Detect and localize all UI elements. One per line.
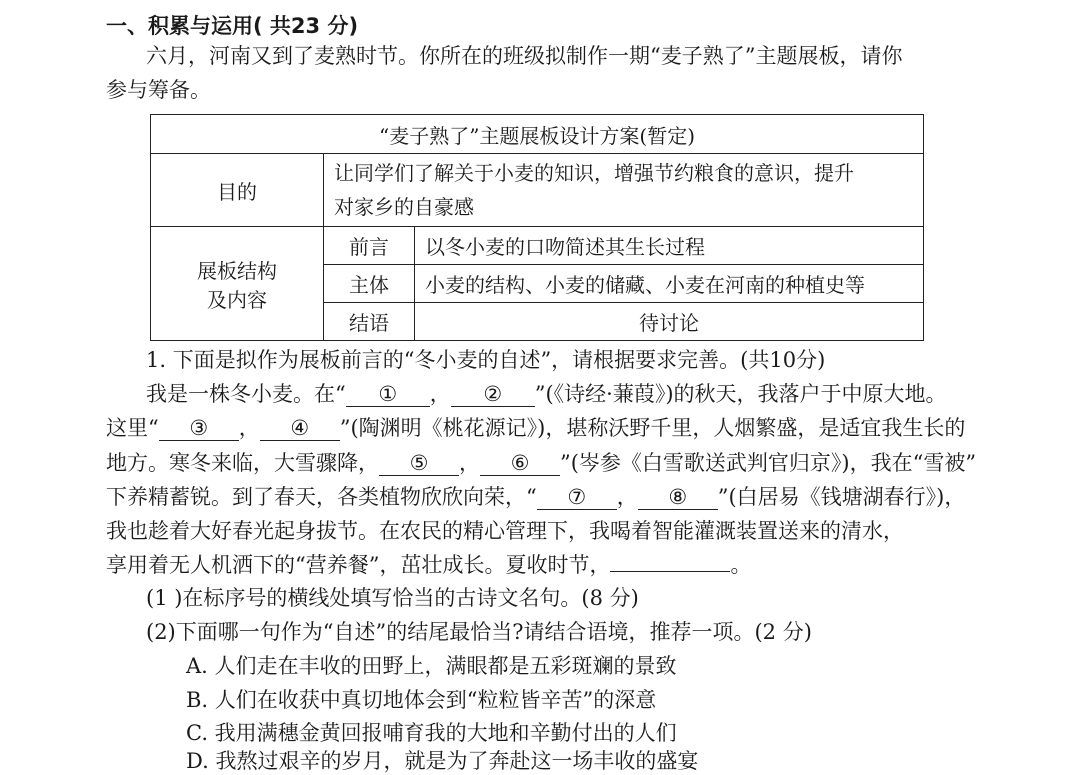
passage-text: ”(白居易《钱塘湖春行》)， xyxy=(717,485,966,509)
passage-text: 下养精蓄锐。到了春天，各类植物欣欣向荣，“ xyxy=(106,485,537,509)
option-d: D. 我熬过艰辛的岁月，就是为了奔赴这一场丰收的盛宴 xyxy=(186,749,699,773)
passage-line-1 xyxy=(146,380,947,408)
passage-text: 地方。寒冬来临，大雪骤降， xyxy=(106,451,379,475)
passage-text: ”(《诗经·蒹葭》)的秋天，我落户于中原大地。 xyxy=(534,382,947,406)
row-content-conclusion: 待讨论 xyxy=(415,303,924,341)
passage-text: ， xyxy=(238,416,260,440)
row-label-main: 主体 xyxy=(324,265,415,303)
blank-4 xyxy=(260,416,340,441)
blank-number: ⑥ xyxy=(510,451,530,475)
sub-question-2: (2)下面哪一句作为“自述”的结尾最恰当?请结合语境，推荐一项。(2 分) xyxy=(146,620,812,644)
blank-number: ② xyxy=(483,382,503,406)
purpose-line-1: 让同学们了解关于小麦的知识，增强节约粮食的意识，提升 xyxy=(334,161,854,185)
option-c: C. 我用满穗金黄回报哺育我的大地和辛勤付出的人们 xyxy=(186,721,677,745)
row-content-preface: 以冬小麦的口吻简述其生长过程 xyxy=(415,227,924,265)
row-label-conclusion: 结语 xyxy=(324,303,415,341)
purpose-line-2: 对家乡的自豪感 xyxy=(334,195,474,219)
section-title: 一、积累与运用( 共23 分) xyxy=(106,14,359,38)
blank-7 xyxy=(537,485,617,510)
passage-text: 。 xyxy=(730,553,752,577)
passage-text: 享用着无人机洒下的“营养餐”，茁壮成长。夏收时节， xyxy=(106,553,611,577)
blank-number: ⑧ xyxy=(668,485,688,509)
row-content-main: 小麦的结构、小麦的储藏、小麦在河南的种植史等 xyxy=(415,265,924,303)
blank-number: ⑦ xyxy=(567,485,587,509)
question-1-title: 1. 下面是拟作为展板前言的“冬小麦的自述”，请根据要求完善。(共10分) xyxy=(146,348,826,372)
blank-number: ① xyxy=(378,382,398,406)
blank-1 xyxy=(346,382,430,407)
passage-line-2 xyxy=(106,414,965,442)
sub-question-1: (1 )在标序号的横线处填写恰当的古诗文名句。(8 分) xyxy=(146,586,639,610)
blank-harvest xyxy=(610,571,730,572)
purpose-content xyxy=(324,154,924,227)
passage-text: ”(陶渊明《桃花源记》)，堪称沃野千里，人烟繁盛，是适宜我生长的 xyxy=(339,416,966,440)
structure-label-line-1: 展板结构 xyxy=(197,258,277,283)
passage-text: 我是一株冬小麦。在“ xyxy=(146,382,346,406)
passage-line-4 xyxy=(106,483,965,511)
blank-5 xyxy=(379,451,459,476)
blank-number: ⑤ xyxy=(409,451,429,475)
intro-line-1: 六月，河南又到了麦熟时节。你所在的班级拟制作一期“麦子熟了”主题展板，请你 xyxy=(146,44,903,68)
passage-text: 这里“ xyxy=(106,416,159,440)
blank-number: ④ xyxy=(290,416,310,440)
passage-text: ”(岑参《白雪歌送武判官归京》)，我在“雪被” xyxy=(560,451,977,475)
blank-6 xyxy=(480,451,560,476)
passage-text: ， xyxy=(616,485,638,509)
purpose-label: 目的 xyxy=(151,154,324,227)
blank-3 xyxy=(159,416,239,441)
passage-line-5: 我也趁着大好春光起身拔节。在农民的精心管理下，我喝着智能灌溉装置送来的清水， xyxy=(106,519,904,543)
plan-table-title: “麦子熟了”主题展板设计方案(暂定) xyxy=(151,115,924,154)
row-label-preface: 前言 xyxy=(324,227,415,265)
blank-8 xyxy=(638,485,718,510)
passage-line-6 xyxy=(106,551,751,579)
plan-table xyxy=(150,114,924,341)
intro-line-2: 参与筹备。 xyxy=(106,78,211,102)
passage-text: ， xyxy=(459,451,480,475)
passage-text: ， xyxy=(429,382,451,406)
passage-line-3 xyxy=(106,449,976,477)
blank-2 xyxy=(451,382,535,407)
option-b: B. 人们在收获中真切地体会到“粒粒皆辛苦”的深意 xyxy=(186,688,657,712)
option-a: A. 人们走在丰收的田野上，满眼都是五彩斑斓的景致 xyxy=(186,654,677,678)
structure-label xyxy=(151,227,324,341)
blank-number: ③ xyxy=(189,416,209,440)
structure-label-line-2: 及内容 xyxy=(207,287,267,312)
